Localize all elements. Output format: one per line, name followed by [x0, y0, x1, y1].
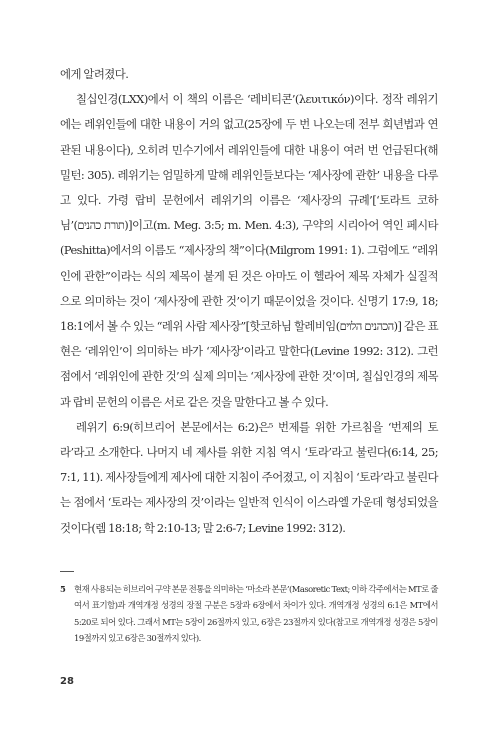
paragraph-leviticus-name: 칠십인경(LXX)에서 이 책의 이름은 ‘레비티콘’(λευιτικόν)이다. 정작 레위기에는 레위인들에 대한 내용이 거의 없고(25장에 두 번 나오는데 전부 희년법과 연관된 내용이다), 오히려 민수기에서 레위인들에 대한 내용이 여러 번 언급된다(해밀턴: 305). 레위기는 엄밀하게 말해 레위인들보다는 ‘제사장에 관한’ 내용을 다루고 있다. 가령 랍비 문헌에서 레위기의 이름은 ‘제사장의 규례’[‘토라트 코하님’(תורת כהנים)]이고(m. Meg. 3:5; m. Men. 4:3), 구약의 시리아어 역인 페시타(Peshitta)에서의 이름도 “제사장의 책”이다(Milgrom 1991: 1). 그럼에도 “레위인에 관한”이라는 식의 제목이 붙게 된 것은 아마도 이 헬라어 제목 자체가 실질적으로 의미하는 것이 ‘제사장에 관한 것’이기 때문이었을 것이다. 신명기 17:9, 18; 18:1에서 볼 수 있는 “레위 사람 제사장”[핫코하님 할레비임(הכהנים הלוים)] 같은 표현은 ‘레위인’이 의미하는 바가 ‘제사장’이라고 말한다(Levine 1992: 312). 그런 점에서 ‘레위인에 관한 것’의 실제 의미는 ‘제사장에 관한 것’이며, 칠십인경의 제목과 랍비 문헌의 이름은 서로 같은 것을 말한다고 볼 수 있다.: [60, 92, 439, 409]
body-text: [60, 62, 438, 541]
page-number: 28: [60, 676, 74, 687]
footnote: [60, 581, 438, 647]
paragraph-continuation: 에게 알려졌다.: [60, 67, 129, 81]
footnote-divider: [60, 571, 74, 572]
footnote-text: 현재 사용되는 히브리어 구약 본문 전통을 의미하는 ‘마소라 본문’(Masoretic Text; 이하 각주에서는 MT로 줄여서 표기함)과 개역개정 성경의 장절 구분은 5장과 6장에서 차이가 있다. 개역개정 성경의 6:1은 MT에서 5:20로 되어 있다. 그래서 MT는 5장이 26절까지 있고, 6장은 23절까지 있다(참고로 개역개정 성경은 5장이 19절까지 있고 6장은 30절까지 있다).: [74, 584, 438, 644]
paragraph-torah: 레위기 6:9(히브리어 본문에서는 6:2)은⁵ 번제를 위한 가르침을 ‘번제의 토라’라고 소개한다. 나머지 네 제사를 위한 지침 역시 ‘토라’라고 불린다(6:14, 25; 7:1, 11). 제사장들에게 제사에 대한 지침이 주어졌고, 이 지침이 ‘토라’라고 불린다는 점에서 ‘토라는 제사장의 것’이라는 일반적 인식이 이스라엘 가운데 형성되었을 것이다(렘 18:18; 학 2:10-13; 말 2:6-7; Levine 1992: 312).: [60, 419, 438, 535]
footnote-number: 5: [60, 584, 66, 594]
